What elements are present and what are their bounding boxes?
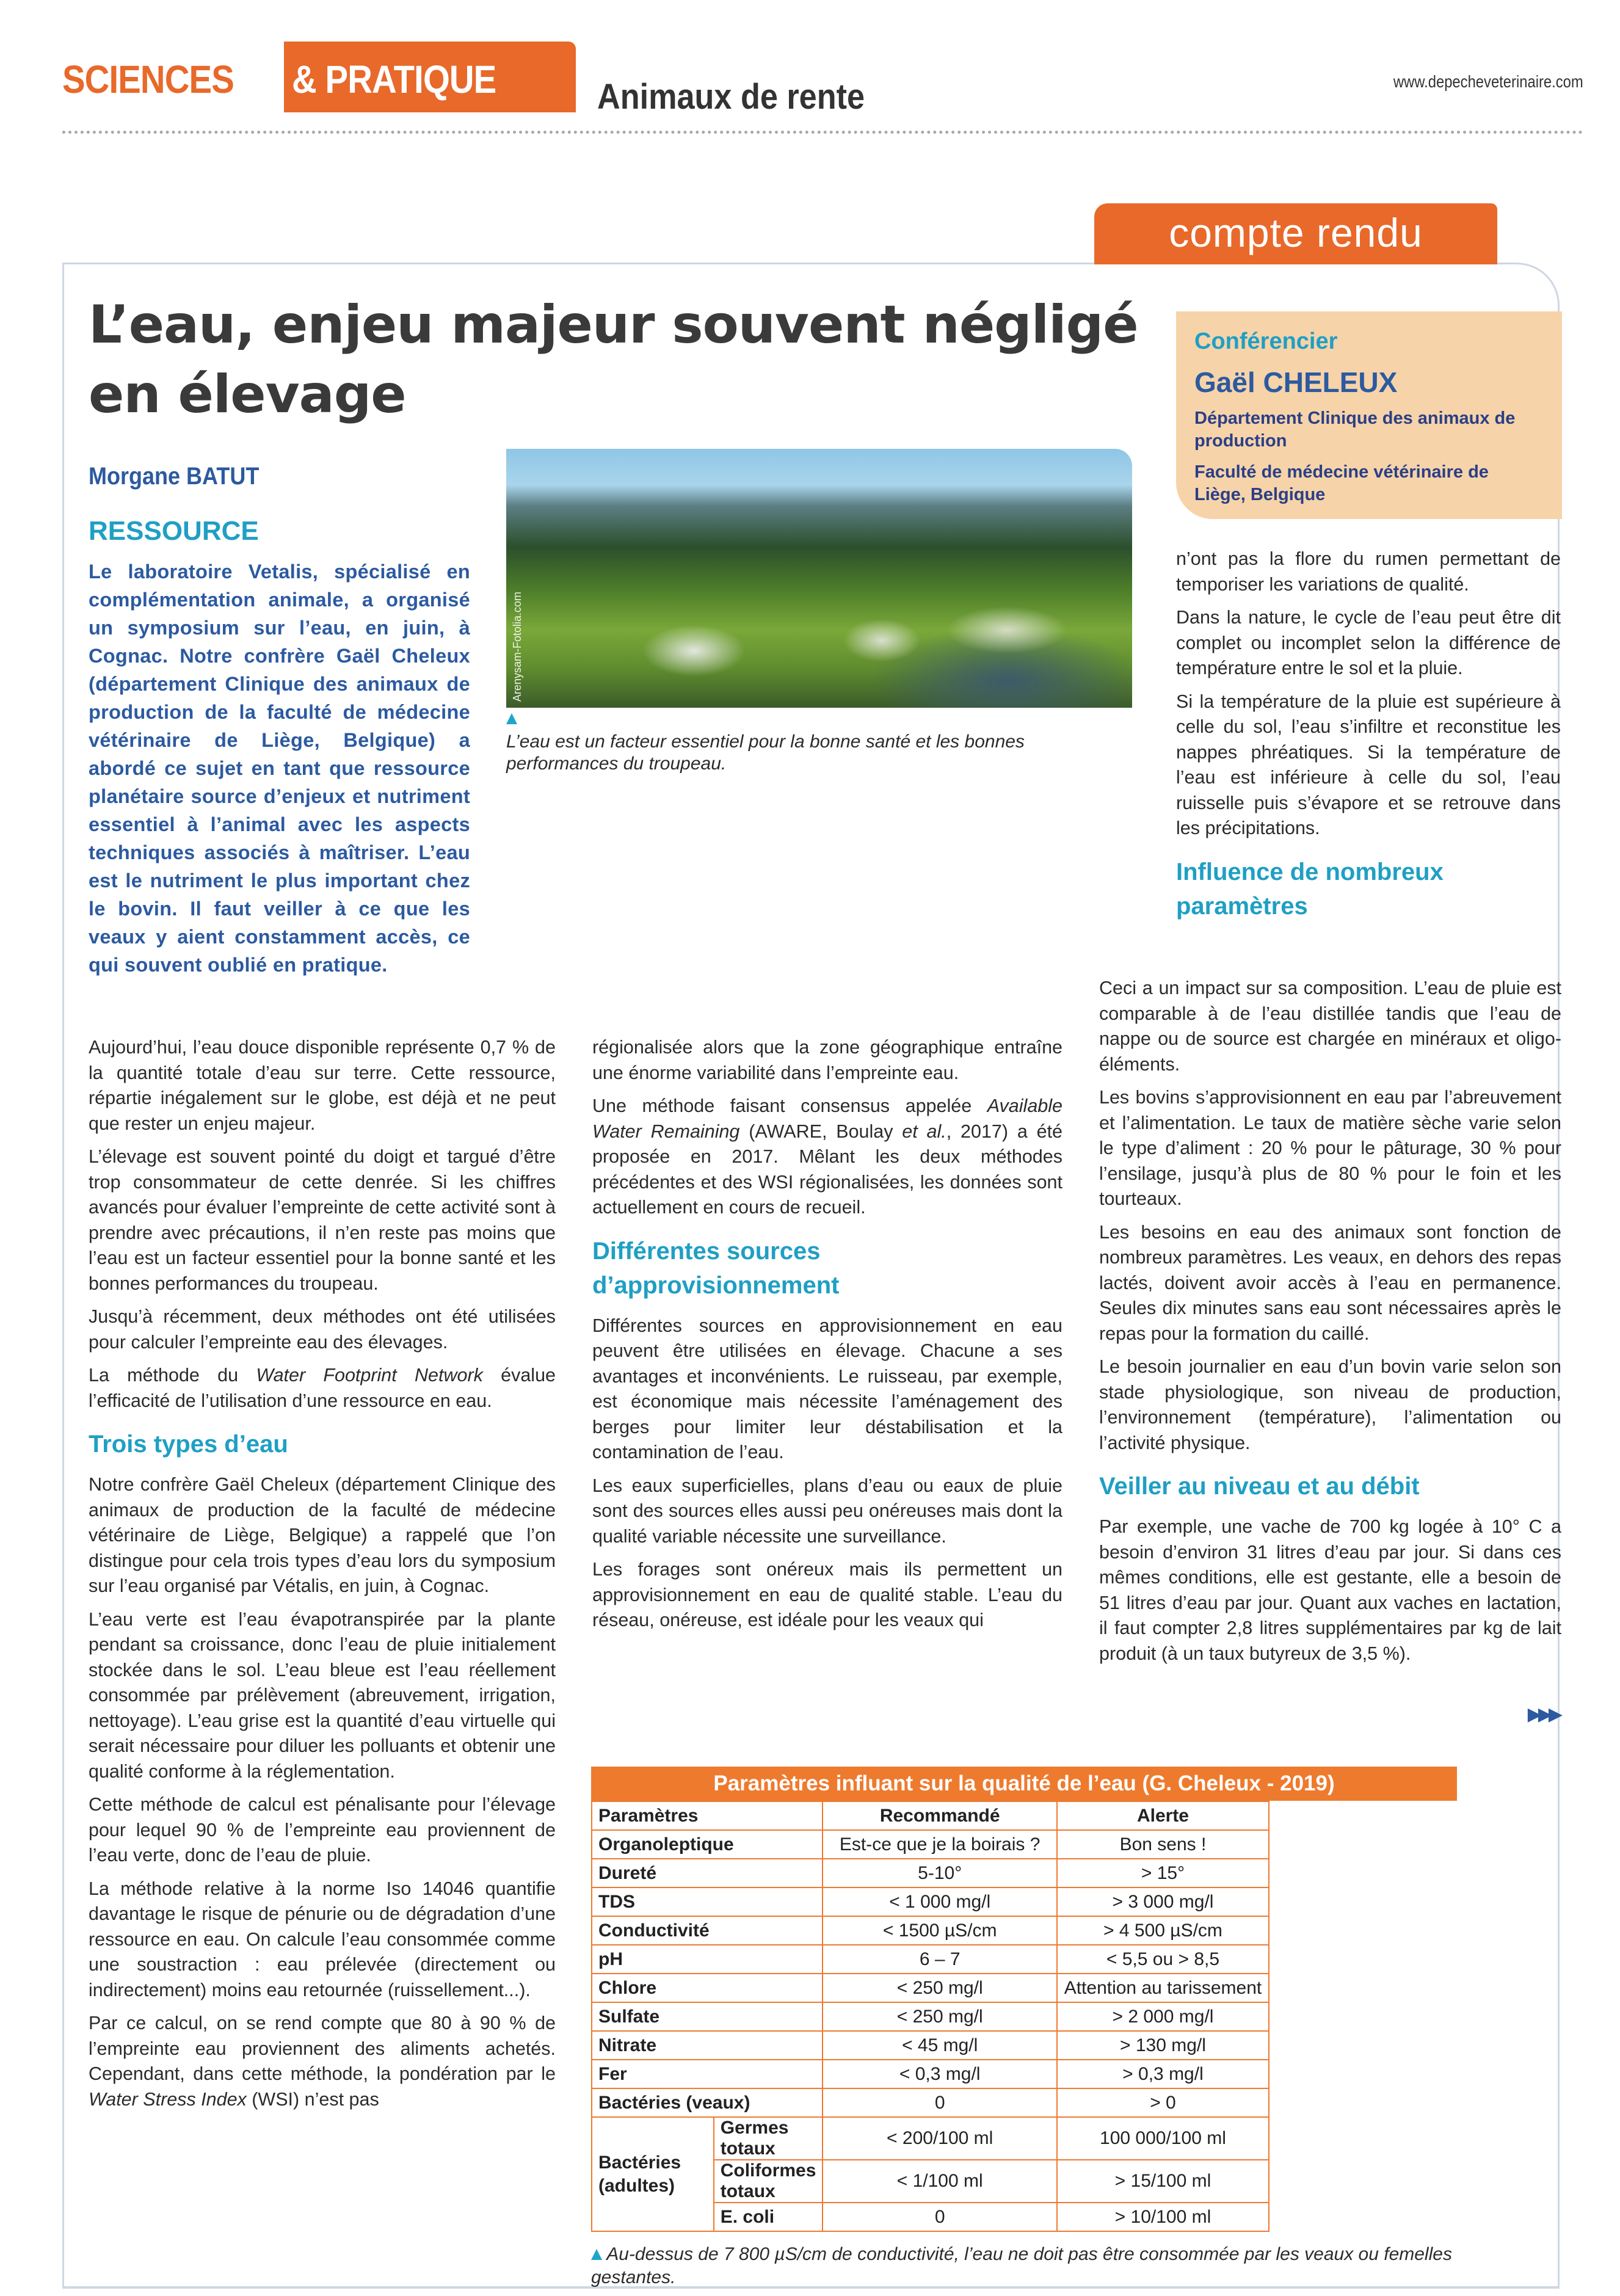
- table-note: Au-dessus de 7 800 µS/cm de conductivité, l’eau ne doit pas être consommée par les veaux ou femelles gestantes.: [591, 2244, 1452, 2287]
- table-row: Sulfate < 250 mg/l > 2 000 mg/l: [592, 2002, 1456, 2031]
- table-row: Bactéries (veaux) 0 > 0: [592, 2088, 1456, 2117]
- header-divider: [62, 131, 1583, 134]
- water-quality-table: [591, 1767, 1457, 2289]
- paragraph: Les forages sont onéreux mais ils permettent un approvisionnement en eau de qualité stable. L’eau du réseau, onéreuse, est idéale pour les veaux qui: [592, 1559, 1062, 1630]
- speaker-affiliation-1: Département Clinique des animaux de production: [1194, 409, 1516, 451]
- table-row: Dureté 5-10° > 15°: [592, 1859, 1456, 1887]
- header-recommande: Recommandé: [823, 1801, 1056, 1830]
- table-title: Paramètres influant sur la qualité de l’eau (G. Cheleux - 2019): [591, 1767, 1457, 1801]
- photo-credit: Arenysam-Fotolia.com: [511, 591, 523, 702]
- triangle-marker-icon: [591, 2249, 602, 2260]
- header-alerte: Alerte: [1057, 1801, 1269, 1830]
- table-row: Nitrate < 45 mg/l > 130 mg/l: [592, 2031, 1456, 2060]
- paragraph: Différentes sources en approvisionnement en eau peuvent être utilisées en élevage. Chacune a ses avantages et inconvénients. Le ruisseau, par exemple, est économique mais nécessite l’aménagement des berges pour limiter leur déstabilisation et la contamination de l’eau.: [592, 1315, 1062, 1462]
- paragraph: Les bovins s’approvisionnent en eau par l’abreuvement et l’alimentation. Le taux de matière sèche varie selon le type d’aliment : 20 % pour le pâturage, 30 % pour l’ensilage, jusqu’à plus de 80 % pour le foin et les tourteaux.: [1099, 1087, 1561, 1209]
- intro-block: [89, 516, 470, 979]
- paragraph: Le besoin journalier en eau d’un bovin varie selon son stade physiologique, son niveau de production, l’environnement (température), l’alimentation ou l’activité physique.: [1099, 1356, 1561, 1453]
- header-parametres: Paramètres: [592, 1801, 823, 1830]
- subheading-influence: Influence de nombreux paramètres: [1176, 858, 1444, 920]
- paragraph: Notre confrère Gaël Cheleux (département Clinique des animaux de production de la faculté de médecine vétérinaire de Liège, Belgique) a rappelé que l’on distingue pour cela trois types d’eau lors du symposium sur l’eau organisé par Vétalis, en juin, à Cognac.: [89, 1474, 556, 1596]
- table: [591, 1801, 1457, 2232]
- paragraph: Ceci a un impact sur sa composition. L’eau de pluie est comparable à de l’eau distillée tandis que l’eau de nappe ou de source est chargée en minéraux et oligo-éléments.: [1099, 978, 1561, 1075]
- cows-photo: [506, 449, 1132, 708]
- speaker-box: [1176, 311, 1562, 519]
- table-row: Coliformes totaux < 1/100 ml > 15/100 ml: [592, 2160, 1456, 2203]
- paragraph: L’élevage est souvent pointé du doigt et targué d’être trop consommateur de cette denrée. Si les chiffres avancés pour évaluer l’empreinte de cette activité sont à prendre avec précautions, il n’en reste pas moins que l’eau est un facteur essentiel pour la bonne santé et les bonnes performances du troupeau.: [89, 1146, 556, 1294]
- intro-lead: Le laboratoire Vetalis, spécialisé en complémentation animale, a organisé un symposium sur l’eau, en juin, à Cognac. Notre confrère Gaël Cheleux (département Clinique des animaux de production de la faculté de médecine vétérinaire de Liège, Belgique) a abordé ce sujet en tant que ressource planétaire source d’enjeux et nutriment essentiel à l’animal avec les aspects techniques associés à maîtriser. L’eau est le nutriment le plus important chez le bovin. Il faut veiller à ce que les veaux y aient constamment accès, ce qui souvent oublié en pratique.: [89, 561, 470, 976]
- paragraph: Cette méthode de calcul est pénalisante pour l’élevage pour lequel 90 % de l’empreinte eau proviennent de l’eau verte, donc de l’eau de pluie.: [89, 1794, 556, 1866]
- section-label-pratique: & PRATIQUE: [292, 57, 496, 101]
- section-label-sciences: SCIENCES: [62, 57, 234, 101]
- paragraph: Aujourd’hui, l’eau douce disponible représente 0,7 % de la quantité totale d’eau sur terre. Cette ressource, répartie inégalement sur le globe, est déjà et ne peut que rester un enjeu majeur.: [89, 1037, 556, 1134]
- continue-arrows-icon: ▶▶▶: [1527, 1704, 1559, 1724]
- paragraph: Dans la nature, le cycle de l’eau peut être dit complet ou incomplet selon la différence de température entre le sol et la pluie.: [1176, 607, 1561, 678]
- paragraph: Si la température de la pluie est supérieure à celle du sol, l’eau s’infiltre et reconstitue les nappes phréatiques. Si la température de l’eau est inférieure à celle du sol, l’eau ruisselle puis s’évapore et se retrouve dans les précipitations.: [1176, 691, 1561, 838]
- subheading-veiller: Veiller au niveau et au débit: [1099, 1473, 1420, 1500]
- speaker-affiliation-2: Faculté de médecine vétérinaire de Liège, Belgique: [1194, 462, 1489, 504]
- paragraph: Une méthode faisant consensus appelée Available Water Remaining (AWARE, Boulay et al., 2017) a été proposée en 2017. Mêlant les deux méthodes précédentes et des WSI régionalisées, les données sont actuellement en cours de recueil.: [592, 1095, 1063, 1218]
- rubrique-title: Animaux de rente: [597, 77, 865, 117]
- triangle-marker-icon: [506, 713, 517, 724]
- website-url[interactable]: www.depecheveterinaire.com: [1393, 72, 1583, 91]
- paragraph: n’ont pas la flore du rumen permettant de temporiser les variations de qualité.: [1176, 548, 1561, 595]
- compte-rendu-tab: compte rendu: [1094, 203, 1497, 264]
- paragraph: La méthode relative à la norme Iso 14046 quantifie davantage le risque de pénurie ou de dégradation d’une ressource en eau. On calcule l’eau consommée comme une soustraction : eau prélevée (directement ou indirectement) moins eau retournée (ruissellement...).: [89, 1878, 556, 2000]
- column-3-lower: [1099, 976, 1561, 1674]
- paragraph: Les besoins en eau des animaux sont fonction de nombreux paramètres. Les veaux, en dehors des repas lactés, doivent avoir accès à l’eau en permanence. Seules dix minutes sans eau sont nécessaires après le repas pour la formation du caillé.: [1099, 1221, 1561, 1344]
- subheading-trois-types: Trois types d’eau: [89, 1431, 288, 1458]
- column-3-upper: [1176, 547, 1561, 934]
- table-row: Conductivité < 1500 µS/cm > 4 500 µS/cm: [592, 1916, 1456, 1945]
- table-row: Chlore < 250 mg/l Attention au tarissement: [592, 1974, 1456, 2002]
- photo-caption: [506, 713, 1129, 775]
- table-row: TDS < 1 000 mg/l > 3 000 mg/l: [592, 1887, 1456, 1916]
- table-row: Bactéries (adultes) Germes totaux < 200/100 ml 100 000/100 ml: [592, 2117, 1456, 2160]
- table-row: pH 6 – 7 < 5,5 ou > 8,5: [592, 1945, 1456, 1974]
- author-byline: Morgane BATUT: [89, 463, 260, 490]
- subheading-sources: Différentes sources d’approvisionnement: [592, 1237, 840, 1299]
- article-title: L’eau, enjeu majeur souvent négligé en élevage: [89, 294, 1138, 425]
- paragraph: Par exemple, une vache de 700 kg logée à 10° C a besoin d’environ 31 litres d’eau par jour. Si dans ces mêmes conditions, elle est gestante, elle a besoin de 51 litres d’eau par jour. Quant aux vaches en lactation, il faut compter 2,8 litres supplémentaires par kg de lait produit (à un taux butyreux de 3,5 %).: [1099, 1516, 1561, 1664]
- paragraph: régionalisée alors que la zone géographique entraîne une énorme variabilité dans l’empreinte eau.: [592, 1037, 1062, 1083]
- speaker-label: Conférencier: [1194, 329, 1338, 354]
- table-row: Organoleptique Est-ce que je la boirais ? Bon sens !: [592, 1830, 1456, 1859]
- group-label-bacteries-adultes: Bactéries (adultes): [592, 2117, 714, 2231]
- table-row: Fer < 0,3 mg/l > 0,3 mg/l: [592, 2060, 1456, 2088]
- paragraph: La méthode du Water Footprint Network évalue l’efficacité de l’utilisation d’une ressource en eau.: [89, 1365, 556, 1411]
- paragraph: Jusqu’à récemment, deux méthodes ont été utilisées pour calculer l’empreinte eau des élevages.: [89, 1306, 556, 1353]
- speaker-name: Gaël CHELEUX: [1194, 366, 1398, 398]
- intro-kicker: RESSOURCE: [89, 516, 259, 546]
- column-2: [592, 1035, 1062, 1641]
- column-1: [89, 1035, 556, 2120]
- table-row: E. coli 0 > 10/100 ml: [592, 2203, 1456, 2231]
- paragraph: Les eaux superficielles, plans d’eau ou eaux de pluie sont des sources elles aussi peu onéreuses mais dont la qualité variable nécessite une surveillance.: [592, 1475, 1062, 1547]
- paragraph: Par ce calcul, on se rend compte que 80 à 90 % de l’empreinte eau proviennent des aliments achetés. Cependant, dans cette méthode, la pondération par le Water Stress Index (WSI) n’est pas: [89, 2013, 556, 2110]
- photo-caption-text: L’eau est un facteur essentiel pour la bonne santé et les bonnes performances du troupeau.: [506, 732, 1025, 774]
- table-header-row: [592, 1801, 1456, 1830]
- paragraph: L’eau verte est l’eau évapotranspirée par la plante pendant sa croissance, donc l’eau de pluie initialement stockée dans le sol. L’eau bleue est l’eau réellement consommée par prélèvement (abreuvement, irrigation, nettoyage). L’eau grise est la quantité d’eau virtuelle qui serait nécessaire pour diluer les polluants et obtenir une qualité conforme à la réglementation.: [89, 1608, 556, 1782]
